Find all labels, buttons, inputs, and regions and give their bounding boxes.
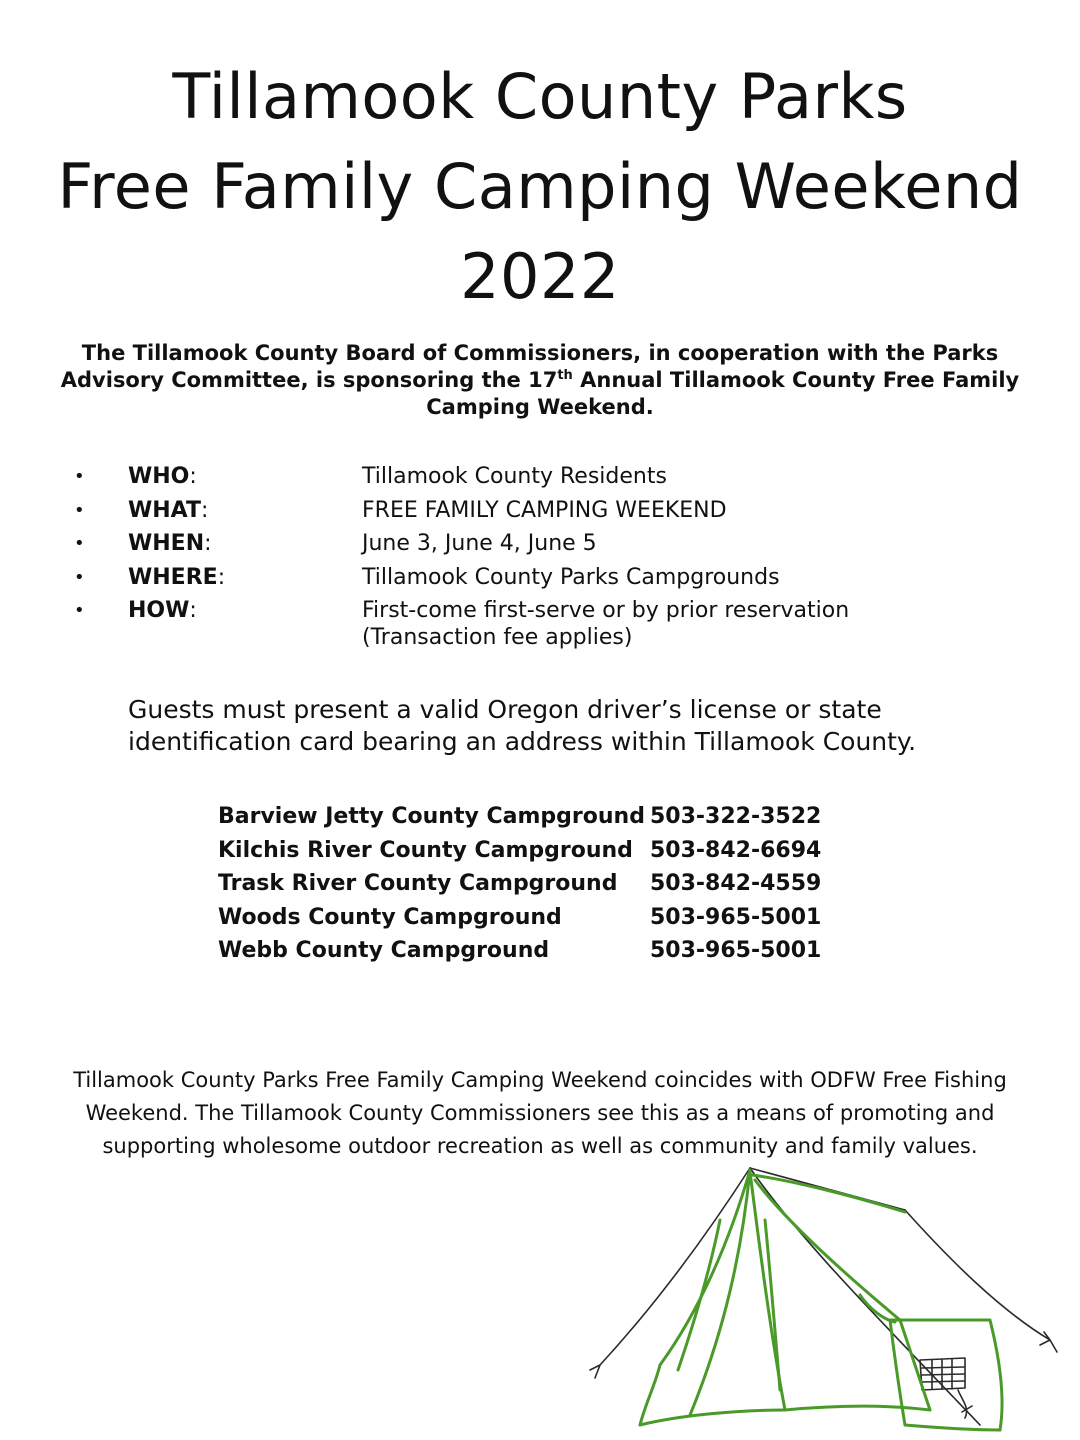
detail-how [70, 594, 970, 654]
intro-text-1: The Tillamook County Board of Commissioners, in cooperation with the Parks Advisory Committee, is sponsoring the 17 [60, 341, 999, 392]
campground-name: Woods County Campground [218, 904, 562, 930]
detail-label: HOW: [128, 598, 197, 623]
detail-label: WHO: [128, 464, 197, 489]
detail-who [70, 460, 970, 494]
bullet: • [74, 566, 85, 588]
title-line-1: Tillamook County Parks [172, 60, 908, 133]
campground-name: Webb County Campground [218, 938, 550, 963]
campground-row [218, 800, 858, 834]
event-details-list [70, 460, 970, 654]
footer-line-3: supporting wholesome outdoor recreation as well as community and family values. [102, 1134, 978, 1158]
bullet: • [74, 600, 85, 621]
detail-value: FREE FAMILY CAMPING WEEKEND [362, 497, 727, 523]
detail-label: WHAT: [128, 497, 209, 523]
id-requirement-notice [128, 694, 1028, 758]
bullet: • [74, 499, 85, 521]
campground-phone: 503-842-6694 [650, 837, 822, 863]
detail-what [70, 494, 970, 528]
campground-phone: 503-965-5001 [650, 938, 822, 963]
detail-value: Tillamook County Parks Campgrounds [362, 564, 780, 590]
notice-line-2: identification card bearing an address within Tillamook County. [128, 727, 917, 756]
campground-name: Barview Jetty County Campground [218, 804, 645, 829]
intro-paragraph [60, 340, 1020, 421]
campground-row [218, 834, 858, 868]
footer-paragraph [20, 1064, 1060, 1163]
intro-superscript: th [557, 368, 573, 383]
bullet: • [74, 533, 85, 554]
detail-value-note: (Transaction fee applies) [362, 625, 633, 650]
title-line-2: Free Family Camping Weekend [57, 150, 1023, 223]
detail-label: WHERE: [128, 564, 226, 590]
campground-phone: 503-322-3522 [650, 804, 822, 829]
intro-text-2: Annual Tillamook County Free Family Camping Weekend. [426, 368, 1020, 419]
campground-name: Kilchis River County Campground [218, 837, 633, 863]
title-line-3: 2022 [460, 240, 620, 313]
page-title [0, 52, 1080, 322]
campground-name: Trask River County Campground [218, 871, 618, 896]
detail-where [70, 561, 970, 595]
campground-contacts [218, 800, 858, 968]
campground-phone: 503-965-5001 [650, 904, 822, 930]
detail-value: Tillamook County Residents [362, 464, 667, 489]
footer-line-1: Tillamook County Parks Free Family Camping Weekend coincides with ODFW Free Fishing [73, 1068, 1007, 1092]
detail-when [70, 527, 970, 561]
detail-value: June 3, June 4, June 5 [362, 531, 597, 556]
notice-line-1: Guests must present a valid Oregon driver’s license or state [128, 695, 882, 724]
tent-icon [560, 1160, 1080, 1440]
campground-row [218, 934, 858, 968]
campground-row [218, 901, 858, 935]
detail-value: First-come first-serve or by prior reservation [362, 598, 850, 623]
campground-phone: 503-842-4559 [650, 871, 822, 896]
campground-row [218, 867, 858, 901]
detail-label: WHEN: [128, 531, 212, 556]
footer-line-2: Weekend. The Tillamook County Commissioners see this as a means of promoting and [85, 1101, 995, 1125]
bullet: • [74, 466, 85, 487]
